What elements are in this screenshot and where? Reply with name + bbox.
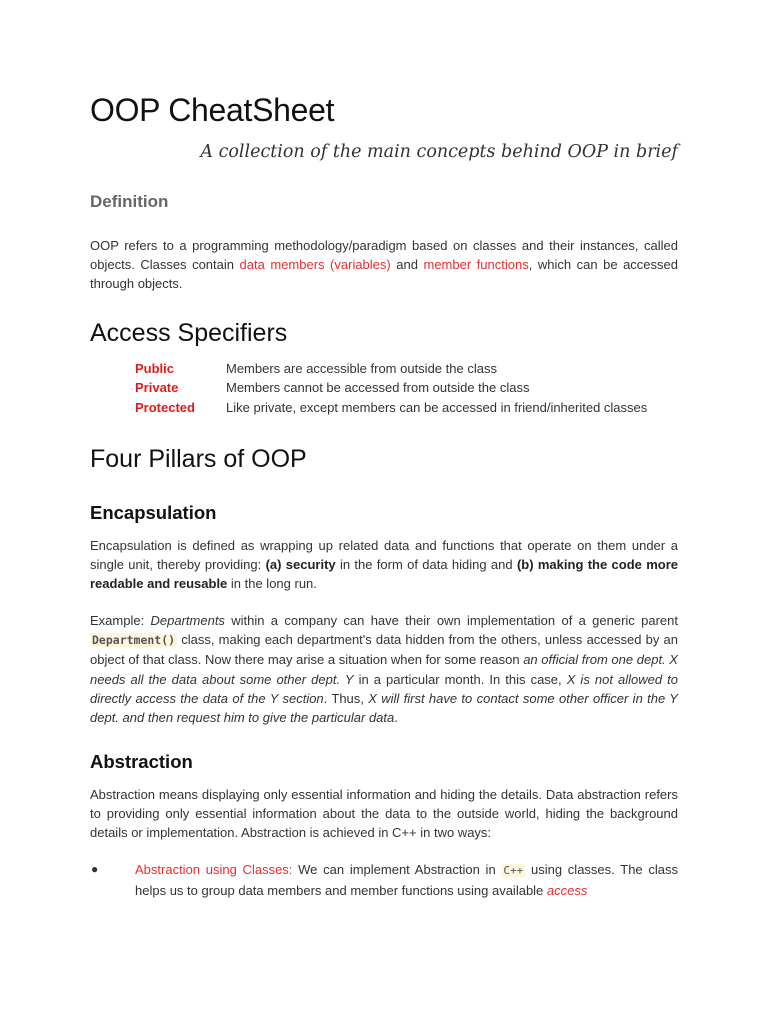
specifier-row: [135, 380, 695, 399]
abstraction-heading: Abstraction: [90, 751, 193, 772]
specifier-name: Private: [135, 380, 179, 396]
definition-paragraph: OOP refers to a programming methodology/paradigm based on classes and their instances, called objects. Classes contain data members (variables) and member functions, which can be accessed through objects.: [90, 238, 678, 292]
specifier-row: [135, 361, 695, 380]
inline-code: C++: [503, 864, 524, 877]
access-specifiers-table: [135, 361, 695, 419]
specifier-name: Public: [135, 361, 175, 376]
red-term: data members (variables): [239, 257, 391, 273]
specifier-row: [135, 400, 695, 419]
page-title: OOP CheatSheet: [90, 92, 335, 128]
specifier-desc: Members cannot be accessed from outside the class: [226, 380, 530, 396]
encapsulation-paragraph-1: Encapsulation is defined as wrapping up related data and functions that operate on them under a single unit, thereby providing: (a) security in the form of data hiding and (b) making the code more readable and reusable in the long run.: [90, 538, 678, 592]
red-term: access: [546, 882, 588, 898]
encapsulation-heading: Encapsulation: [90, 502, 217, 523]
specifier-desc: Like private, except members can be accessed in friend/inherited classes: [226, 399, 648, 415]
four-pillars-heading: Four Pillars of OOP: [90, 445, 307, 473]
list-item: ● Abstraction using Classes: We can implement Abstraction in C++ using classes. The class helps us to group data members and member functions using available access: [91, 862, 679, 898]
encapsulation-paragraph-2: Example: Departments within a company can have their own implementation of a generic parent Department() class, making each department's data hidden from the others, unless accessed by an object of that class. Now there may arise a situation when for some reason an official from one dept. X needs all the data about some other dept. Y in a particular month. In this case, X is not allowed to directly access the data of the Y section. Thus, X will first have to contact some other officer in the Y dept. and then request him to give the particular data.: [90, 613, 678, 726]
specifier-desc: Members are accessible from outside the class: [226, 361, 497, 376]
page-subtitle: A collection of the main concepts behind OOP in brief: [200, 142, 678, 162]
inline-code: Department(): [92, 633, 176, 648]
specifier-name: Protected: [135, 399, 195, 415]
red-term: member functions: [423, 257, 529, 273]
definition-heading: Definition: [90, 192, 169, 211]
access-specifiers-heading: Access Specifiers: [90, 319, 288, 347]
bullet-icon: ●: [91, 862, 99, 876]
abstraction-paragraph: Abstraction means displaying only essential information and hiding the details. Data abstraction refers to providing only essential information about the data to the outside world, hiding the background details or implementation. Abstraction is achieved in C++ in two ways:: [90, 787, 678, 841]
red-term: Abstraction using Classes:: [135, 862, 293, 877]
